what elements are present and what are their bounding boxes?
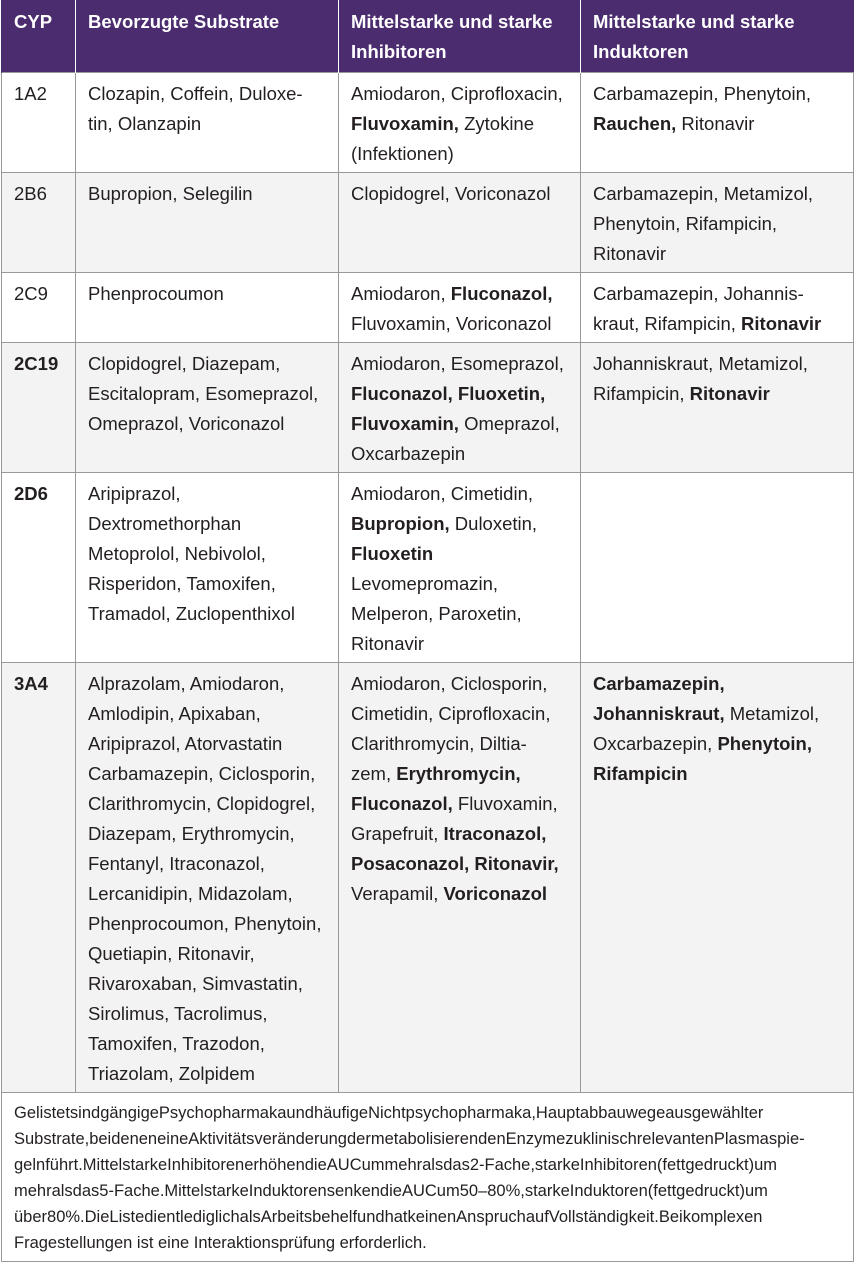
substrates-cell bbox=[76, 73, 339, 173]
inhibitors-cell bbox=[339, 273, 581, 343]
drug-text: Johanniskraut, Metamizol, bbox=[593, 353, 808, 374]
inhibitors-cell bbox=[339, 343, 581, 473]
substrates-cell bbox=[76, 273, 339, 343]
cyp-cell: 2B6 bbox=[2, 173, 76, 273]
cell-line: Fragestellungen ist eine Interaktionsprüfung erforderlich. bbox=[14, 1234, 427, 1252]
drug-text: Amiodaron, Cimetidin, bbox=[351, 483, 533, 504]
substrates-cell bbox=[76, 343, 339, 473]
strong-drug-name: Rauchen, bbox=[593, 113, 677, 134]
cell-line: Amlodipin, Apixaban, bbox=[88, 703, 261, 724]
strong-drug-name: Voriconazol bbox=[443, 883, 548, 904]
header-substrates: Bevorzugte Substrate bbox=[76, 0, 339, 73]
strong-drug-name: Fluconazol, bbox=[450, 283, 553, 304]
strong-drug-name: Fluconazol, Fluoxetin, bbox=[351, 383, 546, 404]
cell-line bbox=[593, 279, 841, 309]
strong-drug-name: Rifampicin bbox=[593, 763, 688, 784]
strong-drug-name: Phenytoin, bbox=[717, 733, 812, 754]
table-body bbox=[2, 73, 854, 1262]
cell-line: Clozapin, Coffein, Duloxe- bbox=[88, 83, 303, 104]
substrates-cell bbox=[76, 663, 339, 1093]
strong-drug-name: Itraconazol, bbox=[443, 823, 547, 844]
drug-text: Amiodaron, Esomeprazol, bbox=[351, 353, 564, 374]
cell-line bbox=[593, 209, 841, 239]
header-row bbox=[2, 0, 854, 73]
cell-line bbox=[351, 879, 568, 909]
drug-text: Carbamazepin, Phenytoin, bbox=[593, 83, 812, 104]
cell-line bbox=[351, 309, 568, 339]
cell-line bbox=[351, 539, 568, 569]
cyp-interaction-table bbox=[1, 0, 854, 1262]
cell-line: GelistetsindgängigePsychopharmakaundhäufigeNichtpsychopharmaka,Hauptabbauwegeausgewählter bbox=[14, 1104, 764, 1122]
cell-line bbox=[351, 849, 568, 879]
cell-line bbox=[351, 109, 568, 139]
strong-drug-name: Fluvoxamin, bbox=[351, 413, 459, 434]
cell-line bbox=[351, 759, 568, 789]
cell-line: Substrate,beideneneineAktivitätsveränderungdermetabolisierendenEnzymezuklinischrelevantenPlasmaspie- bbox=[14, 1130, 805, 1148]
drug-text: Metamizol, bbox=[724, 703, 820, 724]
cell-line bbox=[593, 379, 841, 409]
cell-line bbox=[351, 439, 568, 469]
cell-line bbox=[593, 729, 841, 759]
cell-line bbox=[351, 629, 568, 659]
inducers-cell bbox=[581, 473, 854, 663]
inducers-cell bbox=[581, 73, 854, 173]
cell-line bbox=[351, 729, 568, 759]
cyp-cell: 2C19 bbox=[2, 343, 76, 473]
drug-text: zem, bbox=[351, 763, 397, 784]
cell-line bbox=[593, 109, 841, 139]
cell-line bbox=[351, 179, 568, 209]
cyp-cell: 2C9 bbox=[2, 273, 76, 343]
strong-drug-name: Erythromycin, bbox=[396, 763, 521, 784]
drug-text: Ritonavir bbox=[593, 243, 666, 264]
drug-text: Clarithromycin, Diltia- bbox=[351, 733, 527, 754]
drug-text: Ritonavir bbox=[676, 113, 755, 134]
drug-text: Fluvoxamin, Voriconazol bbox=[351, 313, 552, 334]
cell-line bbox=[593, 79, 841, 109]
cell-line: tin, Olanzapin bbox=[88, 113, 202, 134]
drug-text: Melperon, Paroxetin, bbox=[351, 603, 522, 624]
cell-line: Aripiprazol, bbox=[88, 483, 181, 504]
drug-text: Levomepromazin, bbox=[351, 573, 499, 594]
cell-line bbox=[351, 699, 568, 729]
cell-line bbox=[351, 139, 568, 169]
table-header bbox=[2, 0, 854, 73]
drug-text: Rifampicin, bbox=[593, 383, 690, 404]
cell-line bbox=[593, 239, 841, 269]
substrates-cell bbox=[76, 473, 339, 663]
drug-text: Phenytoin, Rifampicin, bbox=[593, 213, 778, 234]
cell-line: gelnführt.MittelstarkeInhibitorenerhöhendieAUCummehralsdas2-Fache,starkeInhibitoren(fettgedruckt)um bbox=[14, 1156, 778, 1174]
drug-text: Oxcarbazepin bbox=[351, 443, 466, 464]
cell-line: Clarithromycin, Clopidogrel, bbox=[88, 793, 316, 814]
strong-drug-name: Ritonavir bbox=[741, 313, 822, 334]
substrates-cell bbox=[76, 173, 339, 273]
footnote bbox=[2, 1093, 854, 1262]
cell-line bbox=[351, 279, 568, 309]
table-row bbox=[2, 343, 854, 473]
cell-line: Carbamazepin, Ciclosporin, bbox=[88, 763, 316, 784]
inhibitors-cell bbox=[339, 473, 581, 663]
cell-line: mehralsdas5-Fache.MittelstarkeInduktorensenkendieAUCum50–80%,starkeInduktoren(fettgedruckt)um bbox=[14, 1182, 768, 1200]
cell-line bbox=[351, 79, 568, 109]
inducers-cell bbox=[581, 663, 854, 1093]
cell-line: Aripiprazol, Atorvastatin bbox=[88, 733, 283, 754]
drug-text: Duloxetin, bbox=[449, 513, 538, 534]
header-cyp: CYP bbox=[2, 0, 76, 73]
cell-line bbox=[593, 759, 841, 789]
header-inhibitors: Mittelstarke und starke Inhibitoren bbox=[339, 0, 581, 73]
cyp-cell: 3A4 bbox=[2, 663, 76, 1093]
drug-text: Omeprazol, bbox=[458, 413, 560, 434]
drug-text: Carbamazepin, Johannis- bbox=[593, 283, 804, 304]
cell-line: Fentanyl, Itraconazol, bbox=[88, 853, 265, 874]
strong-drug-name: Fluoxetin bbox=[351, 543, 434, 564]
inhibitors-cell bbox=[339, 663, 581, 1093]
cell-line: Dextromethorphan bbox=[88, 513, 242, 534]
cell-line bbox=[351, 479, 568, 509]
cell-line bbox=[351, 569, 568, 599]
inducers-cell bbox=[581, 343, 854, 473]
drug-text: Zytokine bbox=[458, 113, 535, 134]
cell-line: Omeprazol, Voriconazol bbox=[88, 413, 285, 434]
inhibitors-cell bbox=[339, 173, 581, 273]
table-row bbox=[2, 473, 854, 663]
cell-line bbox=[593, 349, 841, 379]
cell-line bbox=[351, 819, 568, 849]
drug-text: Fluvoxamin, bbox=[452, 793, 558, 814]
cell-line bbox=[351, 349, 568, 379]
cell-line bbox=[593, 309, 841, 339]
cell-line: über80%.DieListedientlediglichalsArbeitsbehelfundhatkeinenAnspruchaufVollständigkeit.Beikomplexen bbox=[14, 1208, 763, 1226]
cell-line: Alprazolam, Amiodaron, bbox=[88, 673, 285, 694]
cell-line bbox=[351, 789, 568, 819]
table-row bbox=[2, 273, 854, 343]
strong-drug-name: Fluvoxamin, bbox=[351, 113, 459, 134]
cell-line bbox=[351, 669, 568, 699]
strong-drug-name: Posaconazol, Ritonavir, bbox=[351, 853, 559, 874]
cell-line bbox=[351, 379, 568, 409]
strong-drug-name: Carbamazepin, bbox=[593, 673, 725, 694]
table-row bbox=[2, 173, 854, 273]
cyp-cell: 1A2 bbox=[2, 73, 76, 173]
cell-line: Bupropion, Selegilin bbox=[88, 183, 253, 204]
inhibitors-cell bbox=[339, 73, 581, 173]
drug-text: Amiodaron, Ciprofloxacin, bbox=[351, 83, 563, 104]
cell-line: Clopidogrel, Diazepam, bbox=[88, 353, 281, 374]
cell-line: Lercanidipin, Midazolam, bbox=[88, 883, 293, 904]
cell-line: Tramadol, Zuclopenthixol bbox=[88, 603, 296, 624]
drug-text: Amiodaron, Ciclosporin, bbox=[351, 673, 548, 694]
cell-line bbox=[593, 179, 841, 209]
cell-line bbox=[593, 699, 841, 729]
cell-line: Phenprocoumon bbox=[88, 283, 224, 304]
cyp-cell: 2D6 bbox=[2, 473, 76, 663]
cell-line bbox=[351, 509, 568, 539]
cell-line: Escitalopram, Esomeprazol, bbox=[88, 383, 319, 404]
strong-drug-name: Johanniskraut, bbox=[593, 703, 725, 724]
cell-line bbox=[351, 409, 568, 439]
cell-line: Risperidon, Tamoxifen, bbox=[88, 573, 276, 594]
drug-text: Verapamil, bbox=[351, 883, 444, 904]
cell-line: Sirolimus, Tacrolimus, bbox=[88, 1003, 268, 1024]
table-row bbox=[2, 663, 854, 1093]
table-row bbox=[2, 73, 854, 173]
inducers-cell bbox=[581, 173, 854, 273]
cell-line: Rivaroxaban, Simvastatin, bbox=[88, 973, 303, 994]
drug-text: Amiodaron, bbox=[351, 283, 451, 304]
cell-line: Tamoxifen, Trazodon, bbox=[88, 1033, 265, 1054]
header-inducers: Mittelstarke und starke Induktoren bbox=[581, 0, 854, 73]
strong-drug-name: Bupropion, bbox=[351, 513, 450, 534]
drug-text: Cimetidin, Ciprofloxacin, bbox=[351, 703, 551, 724]
inducers-cell bbox=[581, 273, 854, 343]
drug-text: Clopidogrel, Voriconazol bbox=[351, 183, 551, 204]
cell-line: Diazepam, Erythromycin, bbox=[88, 823, 295, 844]
footnote-row bbox=[2, 1093, 854, 1262]
strong-drug-name: Fluconazol, bbox=[351, 793, 453, 814]
cell-line bbox=[351, 599, 568, 629]
cell-line: Triazolam, Zolpidem bbox=[88, 1063, 255, 1084]
cell-line: Phenprocoumon, Phenytoin, bbox=[88, 913, 322, 934]
drug-text: (Infektionen) bbox=[351, 143, 454, 164]
drug-text: Grapefruit, bbox=[351, 823, 444, 844]
drug-text: Carbamazepin, Metamizol, bbox=[593, 183, 814, 204]
cell-line: Metoprolol, Nebivolol, bbox=[88, 543, 266, 564]
drug-text: Oxcarbazepin, bbox=[593, 733, 718, 754]
drug-text: kraut, Rifampicin, bbox=[593, 313, 742, 334]
cell-line bbox=[593, 669, 841, 699]
strong-drug-name: Ritonavir bbox=[689, 383, 770, 404]
cell-line: Quetiapin, Ritonavir, bbox=[88, 943, 255, 964]
drug-text: Ritonavir bbox=[351, 633, 424, 654]
